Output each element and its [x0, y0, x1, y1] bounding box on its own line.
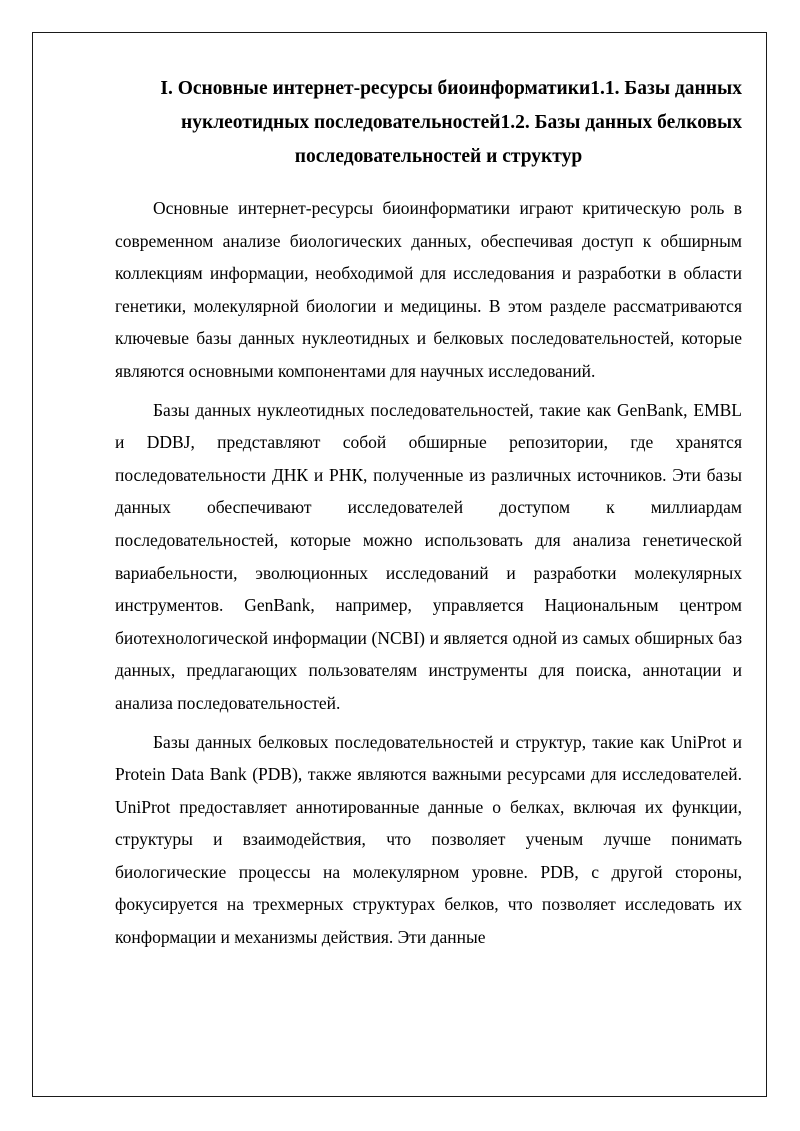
- document-body: [115, 72, 742, 960]
- paragraph-protein-databases: Базы данных белковых последовательностей и структур, такие как UniProt и Protein Data Bank (PDB), также являются важными ресурсами для исследователей. UniProt предоставляет аннотированные данные о белках, включая их функции, структуры и взаимодействия, что позволяет ученым лучше понимать биологические процессы на молекулярном уровне. PDB, с другой стороны, фокусируется на трехмерных структурах белков, что позволяет исследовать их конформации и механизмы действия. Эти данные: [115, 731, 742, 948]
- paragraph-intro: Основные интернет-ресурсы биоинформатики играют критическую роль в современном анализе биологических данных, обеспечивая доступ к обширным коллекциям информации, необходимой для исследования и разработки в области генетики, молекулярной биологии и медицины. В этом разделе рассматриваются ключевые базы данных нуклеотидных и белковых последовательностей, которые являются основными компонентами для научных исследований.: [115, 198, 742, 381]
- paragraph-nucleotide-databases: Базы данных нуклеотидных последовательностей, такие как GenBank, EMBL и DDBJ, представляют собой обширные репозитории, где хранятся последовательности ДНК и РНК, полученные из различных источников. Эти базы данных обеспечивают исследователей доступом к миллиардам последовательностей, которые можно использовать для анализа генетической вариабельности, эволюционных исследований и разработки молекулярных инструментов. GenBank, например, управляется Национальным центром биотехнологической информации (NCBI) и является одной из самых обширных баз данных, предлагающих пользователям инструменты для поиска, аннотации и анализа последовательностей.: [115, 399, 742, 713]
- section-heading: I. Основные интернет-ресурсы биоинформатики1.1. Базы данных нуклеотидных последовательностей1.2. Базы данных белковых последовательностей и структур: [160, 78, 742, 167]
